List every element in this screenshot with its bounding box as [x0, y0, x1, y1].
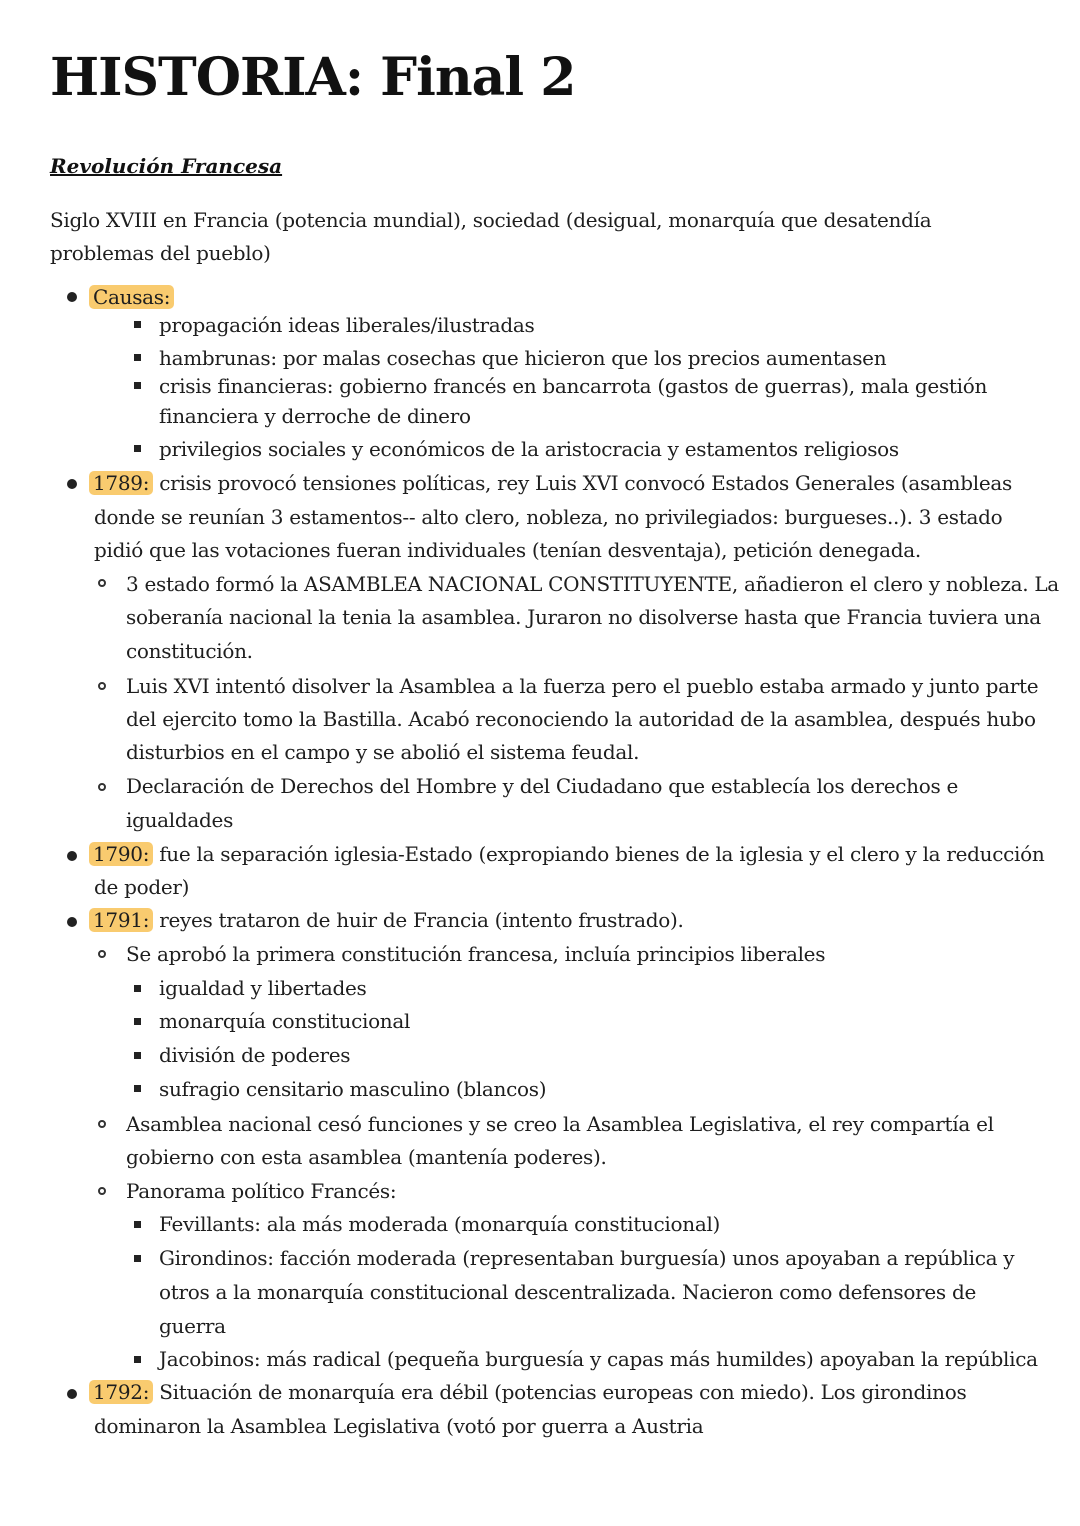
list-item: crisis financieras: gobierno francés en bancarrota (gastos de guerras), mala gestión [159, 374, 988, 398]
list-item: Fevillants: ala más moderada (monarquía constitucional) [159, 1212, 721, 1236]
list-item-continued: pidió que las votaciones fueran individuales (tenían desventaja), petición denegada. [94, 538, 921, 562]
page-title: HISTORIA: Final 2 [50, 47, 576, 108]
list-item-1792: 1792: Situación de monarquía era débil (potencias europeas con miedo). Los girondinos [89, 1377, 966, 1407]
list-item: hambrunas: por malas cosechas que hicieron que los precios aumentasen [159, 346, 887, 370]
bullet-circle [98, 1120, 106, 1128]
bullet-square [134, 1052, 141, 1059]
sub-item: Panorama político Francés: [126, 1179, 397, 1203]
bullet-square [134, 985, 141, 992]
list-item-1789: 1789: crisis provocó tensiones políticas, rey Luis XVI convocó Estados Generales (asambleas [89, 468, 1012, 498]
sub-item-continued: constitución. [126, 639, 253, 663]
sub-item-continued: soberanía nacional la tenia la asamblea. Juraron no disolverse hasta que Francia tuviera una [126, 605, 1041, 629]
list-item-continued: dominaron la Asamblea Legislativa (votó por guerra a Austria [94, 1414, 704, 1438]
bullet-circle [98, 579, 106, 587]
list-item: propagación ideas liberales/ilustradas [159, 313, 535, 337]
highlight-year: 1792: [89, 1380, 153, 1404]
list-item-continued: guerra [159, 1314, 226, 1338]
sub-item: Se aprobó la primera constitución francesa, incluía principios liberales [126, 942, 826, 966]
bullet-square [134, 1221, 141, 1228]
bullet-square [134, 1356, 141, 1363]
bullet-square [134, 1085, 141, 1092]
sub-item: Luis XVI intentó disolver la Asamblea a la fuerza pero el pueblo estaba armado y junto parte [126, 674, 1039, 698]
bullet-dot [67, 917, 77, 927]
sub-item-continued: igualdades [126, 808, 234, 832]
list-item: monarquía constitucional [159, 1009, 411, 1033]
list-item-continued: donde se reunían 3 estamentos-- alto clero, nobleza, no privilegiados: burgueses..). 3 estado [94, 505, 1003, 529]
sub-item: Asamblea nacional cesó funciones y se creo la Asamblea Legislativa, el rey compartía el [126, 1112, 994, 1136]
sub-item: 3 estado formó la ASAMBLEA NACIONAL CONSTITUYENTE, añadieron el clero y nobleza. La [126, 572, 1059, 596]
bullet-square [134, 445, 141, 452]
highlight-year: 1789: [89, 471, 153, 495]
list-item: privilegios sociales y económicos de la aristocracia y estamentos religiosos [159, 437, 899, 461]
list-item: Girondinos: facción moderada (representaban burguesía) unos apoyaban a república y [159, 1246, 1015, 1270]
bullet-dot [67, 479, 77, 489]
sub-item: Declaración de Derechos del Hombre y del Ciudadano que establecía los derechos e [126, 774, 959, 798]
section-title: Revolución Francesa [50, 154, 283, 178]
bullet-square [134, 382, 141, 389]
list-item: igualdad y libertades [159, 976, 367, 1000]
sub-item-continued: gobierno con esta asamblea (mantenía poderes). [126, 1145, 607, 1169]
bullet-dot [67, 292, 77, 302]
list-item-continued: financiera y derroche de dinero [159, 404, 471, 428]
highlight-label: Causas: [89, 285, 174, 309]
highlight-year: 1790: [89, 842, 153, 866]
bullet-square [134, 1255, 141, 1262]
list-item-continued: de poder) [94, 875, 190, 899]
list-item-1790: 1790: fue la separación iglesia-Estado (expropiando bienes de la iglesia y el clero y la reducción [89, 839, 1044, 869]
list-item: división de poderes [159, 1043, 351, 1067]
bullet-circle [98, 950, 106, 958]
list-item-causas [89, 282, 174, 312]
list-item: sufragio censitario masculino (blancos) [159, 1077, 547, 1101]
bullet-square [134, 1018, 141, 1025]
bullet-dot [67, 851, 77, 861]
list-item-1791: 1791: reyes trataron de huir de Francia (intento frustrado). [89, 905, 684, 935]
list-item-continued: otros a la monarquía constitucional descentralizada. Nacieron como defensores de [159, 1280, 976, 1304]
list-item: Jacobinos: más radical (pequeña burguesía y capas más humildes) apoyaban la república [159, 1347, 1038, 1371]
bullet-square [134, 321, 141, 328]
sub-item-continued: del ejercito tomo la Bastilla. Acabó reconociendo la autoridad de la asamblea, después hubo [126, 707, 1036, 731]
bullet-circle [98, 783, 106, 791]
highlight-year: 1791: [89, 908, 153, 932]
intro-paragraph: Siglo XVIII en Francia (potencia mundial), sociedad (desigual, monarquía que desatendía problemas del pueblo) [50, 208, 932, 265]
sub-item-continued: disturbios en el campo y se abolió el sistema feudal. [126, 740, 640, 764]
bullet-dot [67, 1389, 77, 1399]
bullet-circle [98, 682, 106, 690]
bullet-square [134, 354, 141, 361]
bullet-circle [98, 1187, 106, 1195]
